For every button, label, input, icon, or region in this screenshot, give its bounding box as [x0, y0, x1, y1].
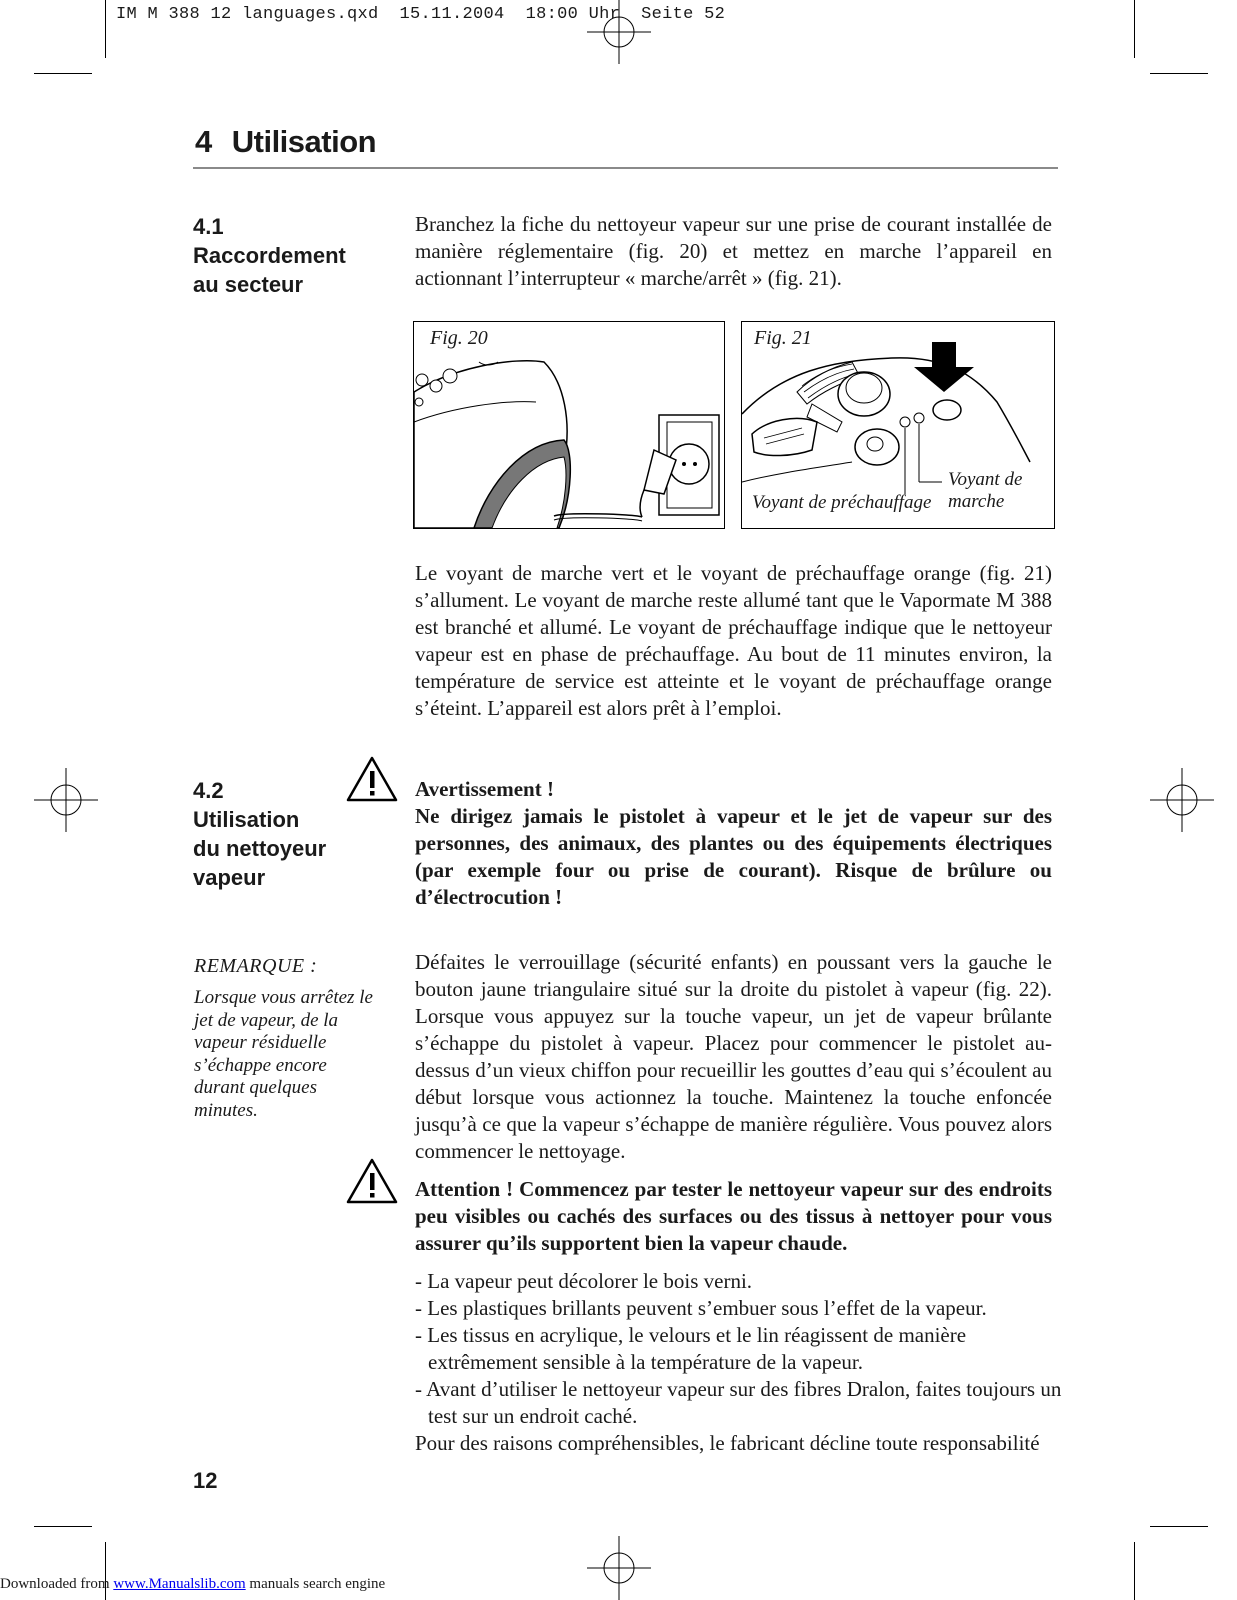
figure-label: Fig. 21 — [754, 327, 812, 349]
closing-line: Pour des raisons compréhensibles, le fabricant décline toute responsabilité — [415, 1431, 1040, 1455]
figure-caption-preheat-light: Voyant de préchauffage — [752, 492, 932, 513]
list-item: - Avant d’utiliser le nettoyeur vapeur sur des fibres Dralon, faites toujours un test sur un endroit caché. — [415, 1377, 1062, 1428]
list-item: - Les plastiques brillants peuvent s’embuer sous l’effet de la vapeur. — [415, 1296, 987, 1320]
figure-caption-power-light — [948, 469, 1022, 513]
section-title-line: du nettoyeur — [193, 836, 327, 861]
warning-triangle-icon — [345, 755, 399, 803]
list-item: - La vapeur peut décolorer le bois verni. — [415, 1269, 753, 1293]
chapter-heading — [195, 124, 376, 160]
section-4-2-paragraph: Défaites le verrouillage (sécurité enfants) en poussant vers la gauche le bouton jaune triangulaire situé sur la droite du pistolet à vapeur (fig. 22). Lorsque vous appuyez sur la touche vapeur, un jet de vapeur brûlante s’échappe du pistolet à vapeur. Placez pour commencer le pistolet au-dessus d’un vieux chiffon pour recueillir les gouttes d’eau qui s’écoulent au début lorsque vous actionnez la touche. Maintenez la touche enfoncée jusqu’à ce que la vapeur s’échappe de manière régulière. Vous pouvez alors commencer le nettoyage. — [415, 950, 1052, 1163]
attention-text: Attention ! Commencez par tester le nettoyeur vapeur sur des endroits peu visibles ou cachés des surfaces ou des tissus à nettoyer pour vous assurer qu’ils supportent bien la vapeur chaude. — [415, 1177, 1052, 1255]
list-item: - Les tissus en acrylique, le velours et le lin réagissent de manière extrêmement sensible à la température de la vapeur. — [415, 1323, 967, 1374]
page-number: 12 — [193, 1468, 218, 1493]
section-title-line: vapeur — [193, 865, 266, 890]
section-title-line: au secteur — [193, 272, 304, 297]
footer-suffix: manuals search engine — [245, 1576, 386, 1592]
plug-illustration — [414, 322, 724, 528]
figure-21 — [741, 321, 1055, 529]
section-4-1-heading — [193, 212, 346, 299]
chapter-rule — [193, 167, 1058, 169]
section-number: 4.1 — [193, 214, 224, 239]
section-title-line: Raccordement — [193, 243, 346, 268]
section-number: 4.2 — [193, 778, 224, 803]
section-4-1-paragraph: Le voyant de marche vert et le voyant de préchauffage orange (fig. 21) s’allument. Le voyant de marche reste allumé tant que le Vapormate M 388 est branché et allumé. Le voyant de préchauffage indique que le nettoyeur vapeur est en phase de préchauffage. Au bout de 11 minutes environ, la température de service est atteinte et le voyant de préchauffage orange s’éteint. L’appareil est alors prêt à l’emploi. — [415, 561, 1052, 720]
warning-text: Ne dirigez jamais le pistolet à vapeur et le jet de vapeur sur des personnes, des animaux, des plantes ou des équipements électriques (par exemple four ou prise de courant). Risque de brûlure ou d’électrocution ! — [415, 804, 1052, 909]
chapter-number: 4 — [195, 124, 212, 159]
attention-triangle-icon — [345, 1157, 399, 1205]
caption-line: Voyant de — [948, 469, 1023, 490]
chapter-title: Utilisation — [231, 124, 377, 159]
download-footer — [0, 1576, 385, 1593]
section-4-1-intro: Branchez la fiche du nettoyeur vapeur sur une prise de courant installée de manière réglementaire (fig. 20) et mettez en marche l’appareil en actionnant l’interrupteur « marche/arrêt » (fig. 21). — [415, 212, 1052, 290]
footer-prefix: Downloaded from — [0, 1576, 114, 1592]
registration-mark-right — [1150, 768, 1214, 832]
registration-mark-top — [587, 0, 651, 64]
note-text: Lorsque vous arrêtez le jet de vapeur, de la vapeur résiduelle s’échappe encore durant quelques minutes. — [194, 987, 373, 1121]
registration-mark-bottom — [587, 1536, 651, 1600]
caution-list — [415, 1268, 1065, 1430]
print-slug: IM M 388 12 languages.qxd 15.11.2004 18:00 Uhr Seite 52 — [116, 5, 726, 24]
note-heading: REMARQUE : — [194, 955, 318, 977]
caption-line: marche — [948, 491, 1005, 512]
manualslib-link[interactable]: www.Manualslib.com — [113, 1576, 246, 1592]
warning-block — [415, 776, 1052, 911]
figure-label: Fig. 20 — [430, 327, 488, 349]
figure-20 — [413, 321, 725, 529]
section-4-2-heading — [193, 776, 326, 892]
section-title-line: Utilisation — [193, 807, 300, 832]
registration-mark-left — [34, 768, 98, 832]
warning-title: Avertissement ! — [415, 777, 554, 801]
